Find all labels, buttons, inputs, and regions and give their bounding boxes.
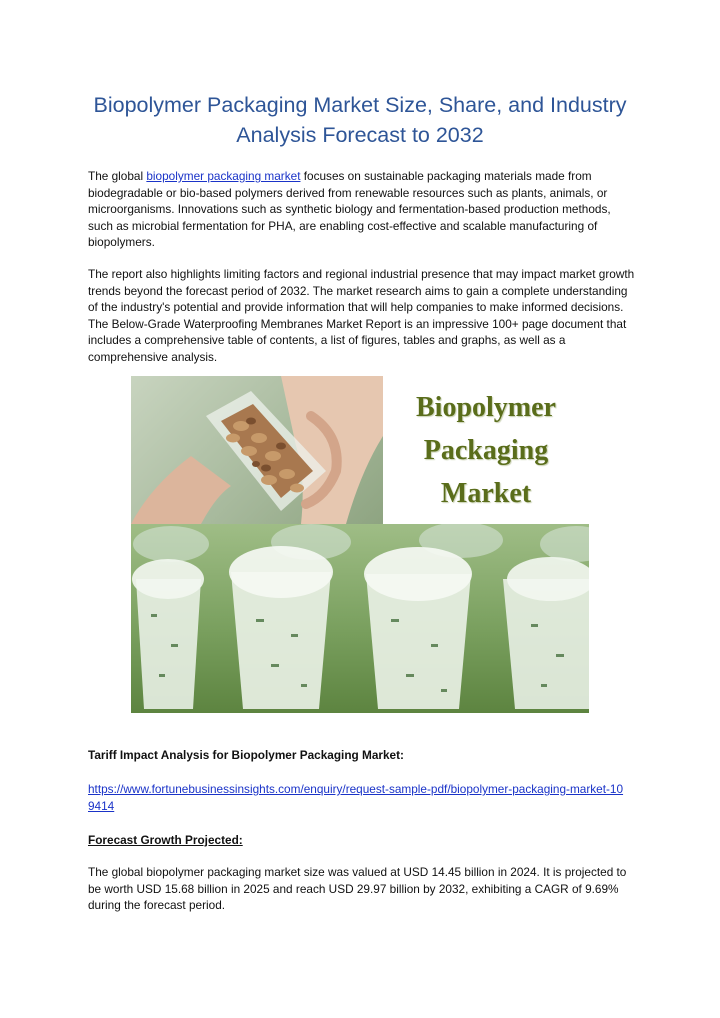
banner-brand-line-2: Packaging <box>423 434 549 466</box>
tariff-heading: Tariff Impact Analysis for Biopolymer Packaging Market: <box>88 748 404 762</box>
sample-request-link[interactable]: https://www.fortunebusinessinsights.com/enquiry/request-sample-pdf/biopolymer-packaging-market-109414 <box>88 782 624 813</box>
nuts-bag-photo <box>131 376 383 524</box>
forecast-heading: Forecast Growth Projected: <box>88 833 243 847</box>
intro-paragraph <box>88 168 638 251</box>
intro-suffix: focuses on sustainable packaging materials made from biodegradable or bio-based polymers derived from renewable resources such as plants, animals, or microorganisms. Innovations such as synthetic biology and fermentation-based production methods, such as microbial fermentation for PHA, are enabling cost-effective and scalable manufacturing of biopolymers. <box>88 169 611 250</box>
intro-prefix: The global <box>88 169 147 183</box>
title-line-2: Analysis Forecast to 2032 <box>236 123 484 147</box>
nuts-bag-illustration <box>131 376 383 524</box>
forecast-paragraph: The global biopolymer packaging market size was valued at USD 14.45 billion in 2024. It is projected to be worth USD 15.68 billion in 2025 and reach USD 29.97 billion by 2032, exhibiting a CAGR of 9.69% during the forecast period. <box>88 865 627 913</box>
salad-cups-photo <box>131 524 589 713</box>
report-paragraph: The report also highlights limiting factors and regional industrial presence that may impact market growth trends beyond the forecast period of 2032. The market research aims to gain a complete understanding of the industry's potential and provide information that will help companies to make informed decisions. The Below-Grade Waterproofing Membranes Market Report is an impressive 100+ page document that includes a comprehensive table of contents, a list of figures, tables and graphs, as well as a comprehensive analysis. <box>88 267 635 364</box>
market-banner-image <box>131 376 589 713</box>
sample-url <box>88 781 628 814</box>
document-title <box>60 90 660 150</box>
banner-brand-line-3: Market <box>440 477 532 509</box>
market-link[interactable]: biopolymer packaging market <box>146 169 301 183</box>
salad-cups-illustration <box>131 524 589 713</box>
title-line-1: Biopolymer Packaging Market Size, Share, and Industry <box>93 93 627 117</box>
banner-brand-box <box>383 376 589 524</box>
banner-brand-line-1: Biopolymer <box>416 391 556 423</box>
